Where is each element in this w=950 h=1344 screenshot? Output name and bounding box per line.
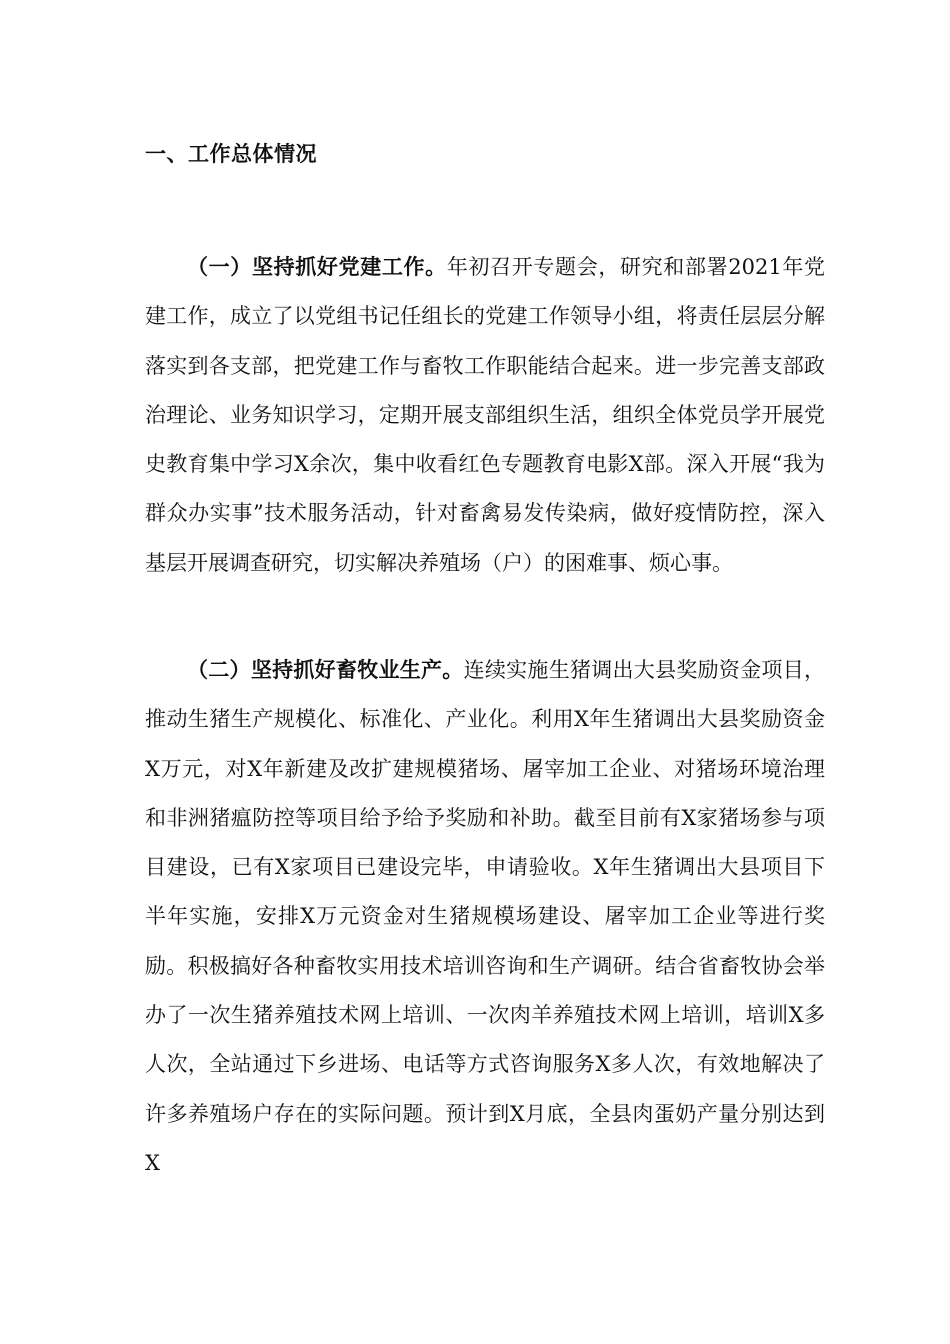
paragraph-party-building [145, 242, 825, 588]
paragraph-body: 连续实施生猪调出大县奖励资金项目，推动生猪生产规模化、标准化、产业化。利用X年生猪调出大县奖励资金X万元，对X年新建及改扩建规模猪场、屠宰加工企业、对猪场环境治理和非洲猪瘟防控等项目给予给予奖励和补助。截至目前有X家猪场参与项目建设，已有X家项目已建设完毕，申请验收。X年生猪调出大县项目下半年实施，安排X万元资金对生猪规模场建设、屠宰加工企业等进行奖励。积极搞好各种畜牧实用技术培训咨询和生产调研。结合省畜牧协会举办了一次生猪养殖技术网上培训、一次肉羊养殖技术网上培训，培训X多人次，全站通过下乡进场、电话等方式咨询服务X多人次，有效地解决了许多养殖场户存在的实际问题。预计到X月底，全县肉蛋奶产量分别达到X [145, 658, 826, 1175]
paragraph-animal-husbandry [145, 645, 825, 1188]
paragraph-body: 年初召开专题会，研究和部署2021年党建工作，成立了以党组书记任组长的党建工作领导小组，将责任层层分解落实到各支部，把党建工作与畜牧工作职能结合起来。进一步完善支部政治理论、业务知识学习，定期开展支部组织生活，组织全体党员学开展党史教育集中学习X余次，集中收看红色专题教育电影X部。深入开展“我为群众办实事”技术服务活动，针对畜禽易发传染病，做好疫情防控，深入基层开展调查研究，切实解决养殖场（户）的困难事、烦心事。 [145, 255, 826, 575]
paragraph-lead: （二）坚持抓好畜牧业生产。 [187, 657, 464, 682]
paragraph-lead: （一）坚持抓好党建工作。 [187, 254, 447, 279]
section-heading: 一、工作总体情况 [145, 141, 317, 166]
